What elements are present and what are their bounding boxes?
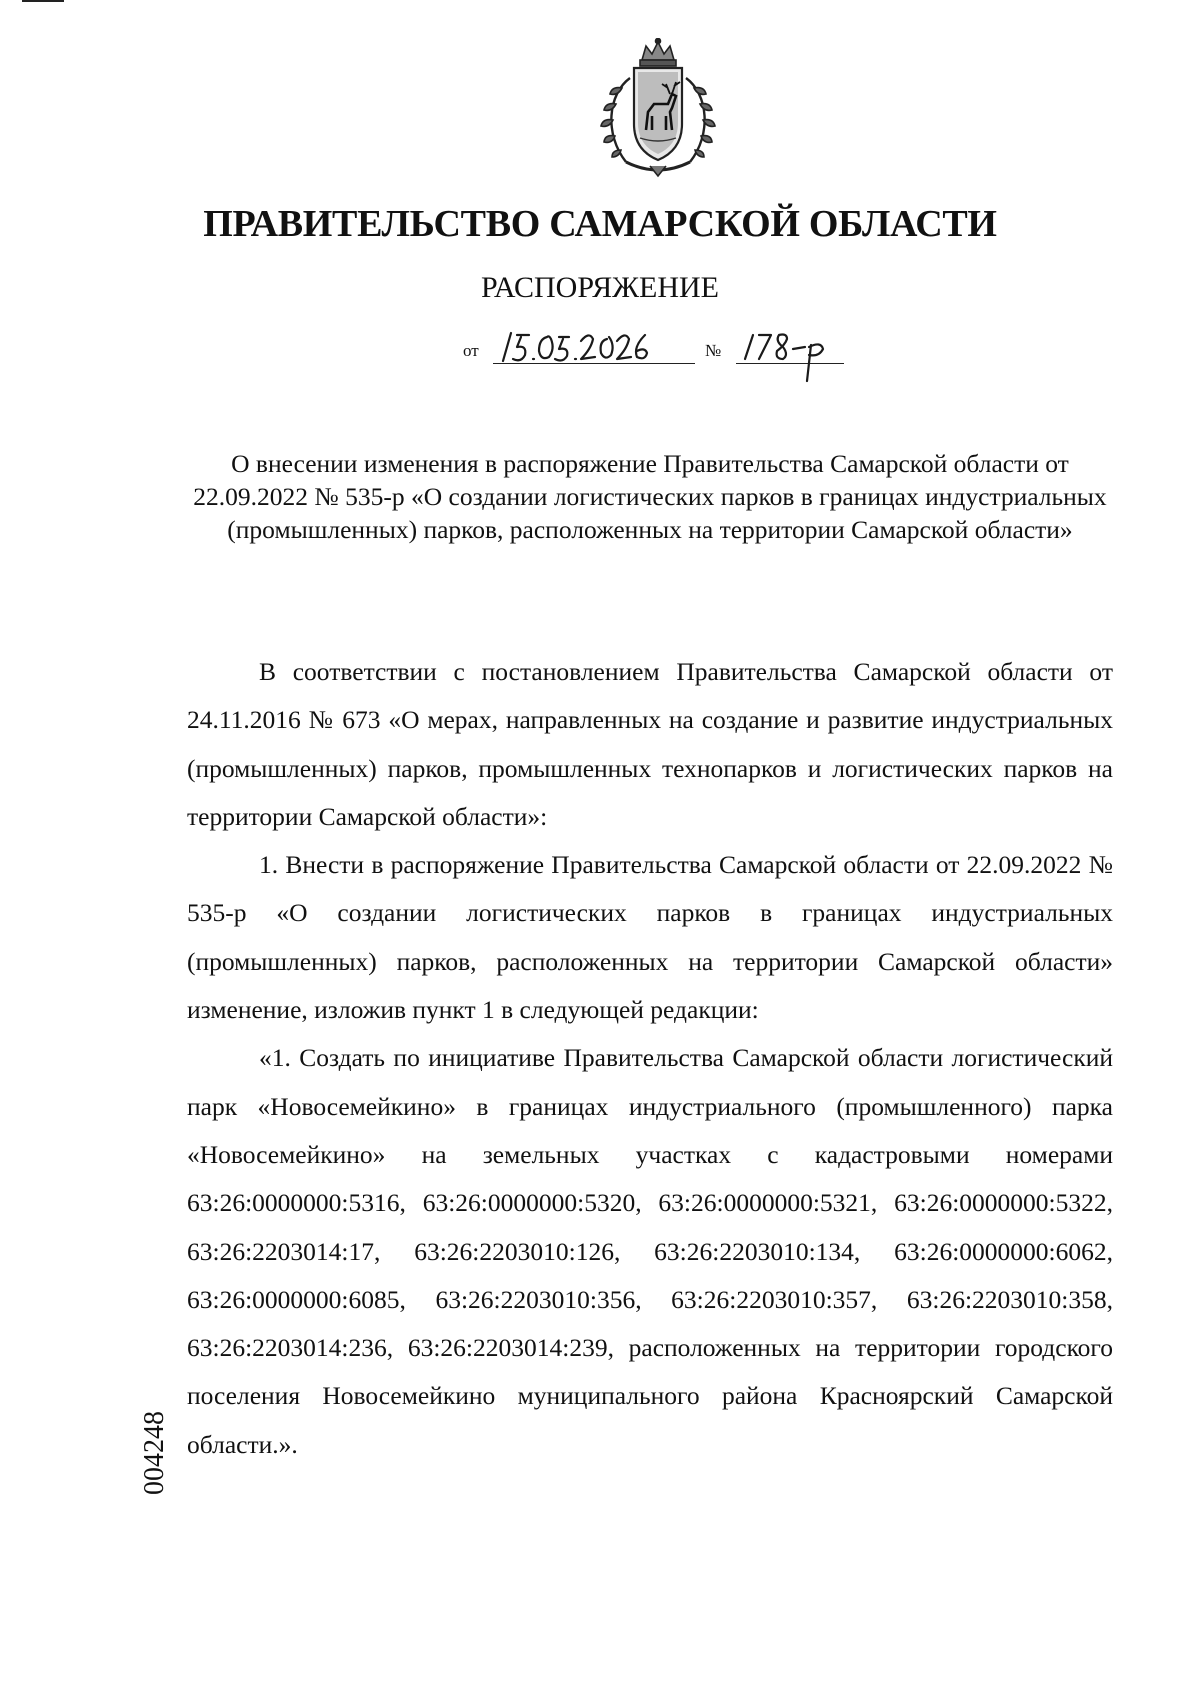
document-subject: О внесении изменения в распоряжение Правительства Самарской области от 22.09.2022 № 535-р «О создании логистических парков в границах индустриальных (промышленных) парков, расположенных на территории Самарской области» — [193, 449, 1107, 544]
handwritten-date — [503, 333, 647, 361]
body-item-1: 1. Внести в распоряжение Правительства Самарской области от 22.09.2022 № 535-р «О создании логистических парков в границах индустриальных (промышленных) парков, расположенных на территории Самарской области» изменение, изложив пункт 1 в следующей редакции: — [187, 850, 1113, 1025]
document-body — [187, 648, 1113, 1469]
scan-corner-mark — [22, 0, 64, 2]
side-serial-number: 004248 — [139, 1411, 170, 1495]
body-preamble: В соответствии с постановлением Правительства Самарской области от 24.11.2016 № 673 «О мерах, направленных на создание и развитие индустриальных (промышленных) парков, промышленных технопарков и логистических парков на территории Самарской области»: — [187, 657, 1113, 831]
document-type: РАСПОРЯЖЕНИЕ — [480, 271, 720, 304]
handwritten-number — [745, 335, 823, 382]
body-item-1-quote: «1. Создать по инициативе Правительства Самарской области логистический парк «Новосемейкино» в границах индустриального (промышленного) парка «Новосемейкино» на земельных участках с кадастровыми номерами 63:26:0000000:5316, 63:26:0000000:5320, 63:26:0000000:5321, 63:26:0000000:5322, 63:26:2203014:17, 63:26:2203010:126, 63:26:2203010:134, 63:26:0000000:6062, 63:26:0000000:6085, 63:26:2203010:356, 63:26:2203010:357, 63:26:2203010:358, 63:26:2203014:236, 63:26:2203014:239, расположенных на территории городского поселения Новосемейкино муниципального района Красноярский Самарской области.». — [187, 1043, 1113, 1459]
organization-title: ПРАВИТЕЛЬСТВО САМАРСКОЙ ОБЛАСТИ — [203, 203, 997, 245]
date-number-row — [463, 325, 863, 385]
number-label: № — [705, 341, 722, 360]
date-label: от — [463, 341, 479, 360]
coat-of-arms-icon — [592, 38, 724, 178]
